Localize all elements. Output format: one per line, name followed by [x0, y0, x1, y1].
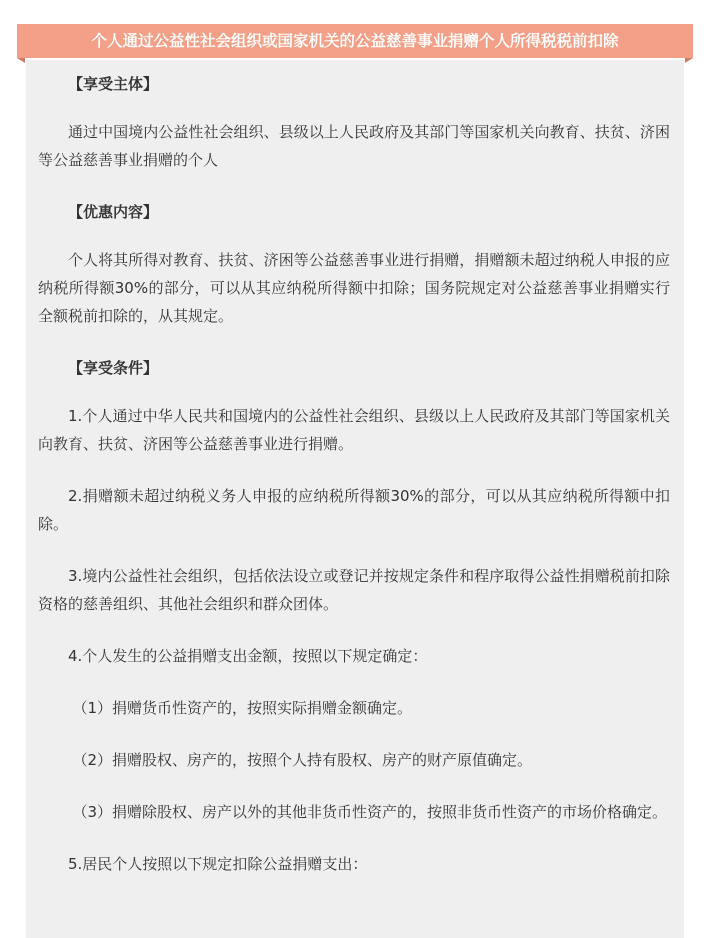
- condition-4-1: （1）捐赠货币性资产的，按照实际捐赠金额确定。: [72, 699, 413, 717]
- banner-fold-left: [17, 58, 25, 63]
- benefit-text: 个人将其所得对教育、扶贫、济困等公益慈善事业进行捐赠，捐赠额未超过纳税人申报的应纳税所得额30%的部分，可以从其应纳税所得额中扣除；国务院规定对公益慈善事业捐赠实行全额税前扣除的，从其规定。: [38, 251, 670, 325]
- title-banner: [17, 24, 693, 62]
- condition-5: 5.居民个人按照以下规定扣除公益捐赠支出：: [68, 855, 368, 873]
- condition-4-3: （3）捐赠除股权、房产以外的其他非货币性资产的，按照非货币性资产的市场价格确定。: [72, 803, 668, 821]
- subject-text: 通过中国境内公益性社会组织、县级以上人民政府及其部门等国家机关向教育、扶贫、济困等公益慈善事业捐赠的个人: [38, 123, 670, 169]
- condition-2: 2.捐赠额未超过纳税义务人申报的应纳税所得额30%的部分，可以从其应纳税所得额中扣除。: [38, 487, 670, 533]
- benefit-heading: 【优惠内容】: [68, 203, 159, 221]
- condition-1: 1.个人通过中华人民共和国境内的公益性社会组织、县级以上人民政府及其部门等国家机关向教育、扶贫、济困等公益慈善事业进行捐赠。: [38, 407, 670, 453]
- condition-4-2: （2）捐赠股权、房产的，按照个人持有股权、房产的财产原值确定。: [72, 751, 533, 769]
- conditions-heading: 【享受条件】: [68, 359, 159, 377]
- content-panel: [26, 60, 684, 938]
- condition-3: 3.境内公益性社会组织，包括依法设立或登记并按规定条件和程序取得公益性捐赠税前扣除资格的慈善组织、其他社会组织和群众团体。: [38, 567, 670, 613]
- banner-fold-right: [685, 58, 693, 63]
- condition-4: 4.个人发生的公益捐赠支出金额，按照以下规定确定：: [68, 647, 428, 665]
- banner-title: 个人通过公益性社会组织或国家机关的公益慈善事业捐赠个人所得税税前扣除: [17, 24, 693, 58]
- subject-heading: 【享受主体】: [68, 75, 159, 93]
